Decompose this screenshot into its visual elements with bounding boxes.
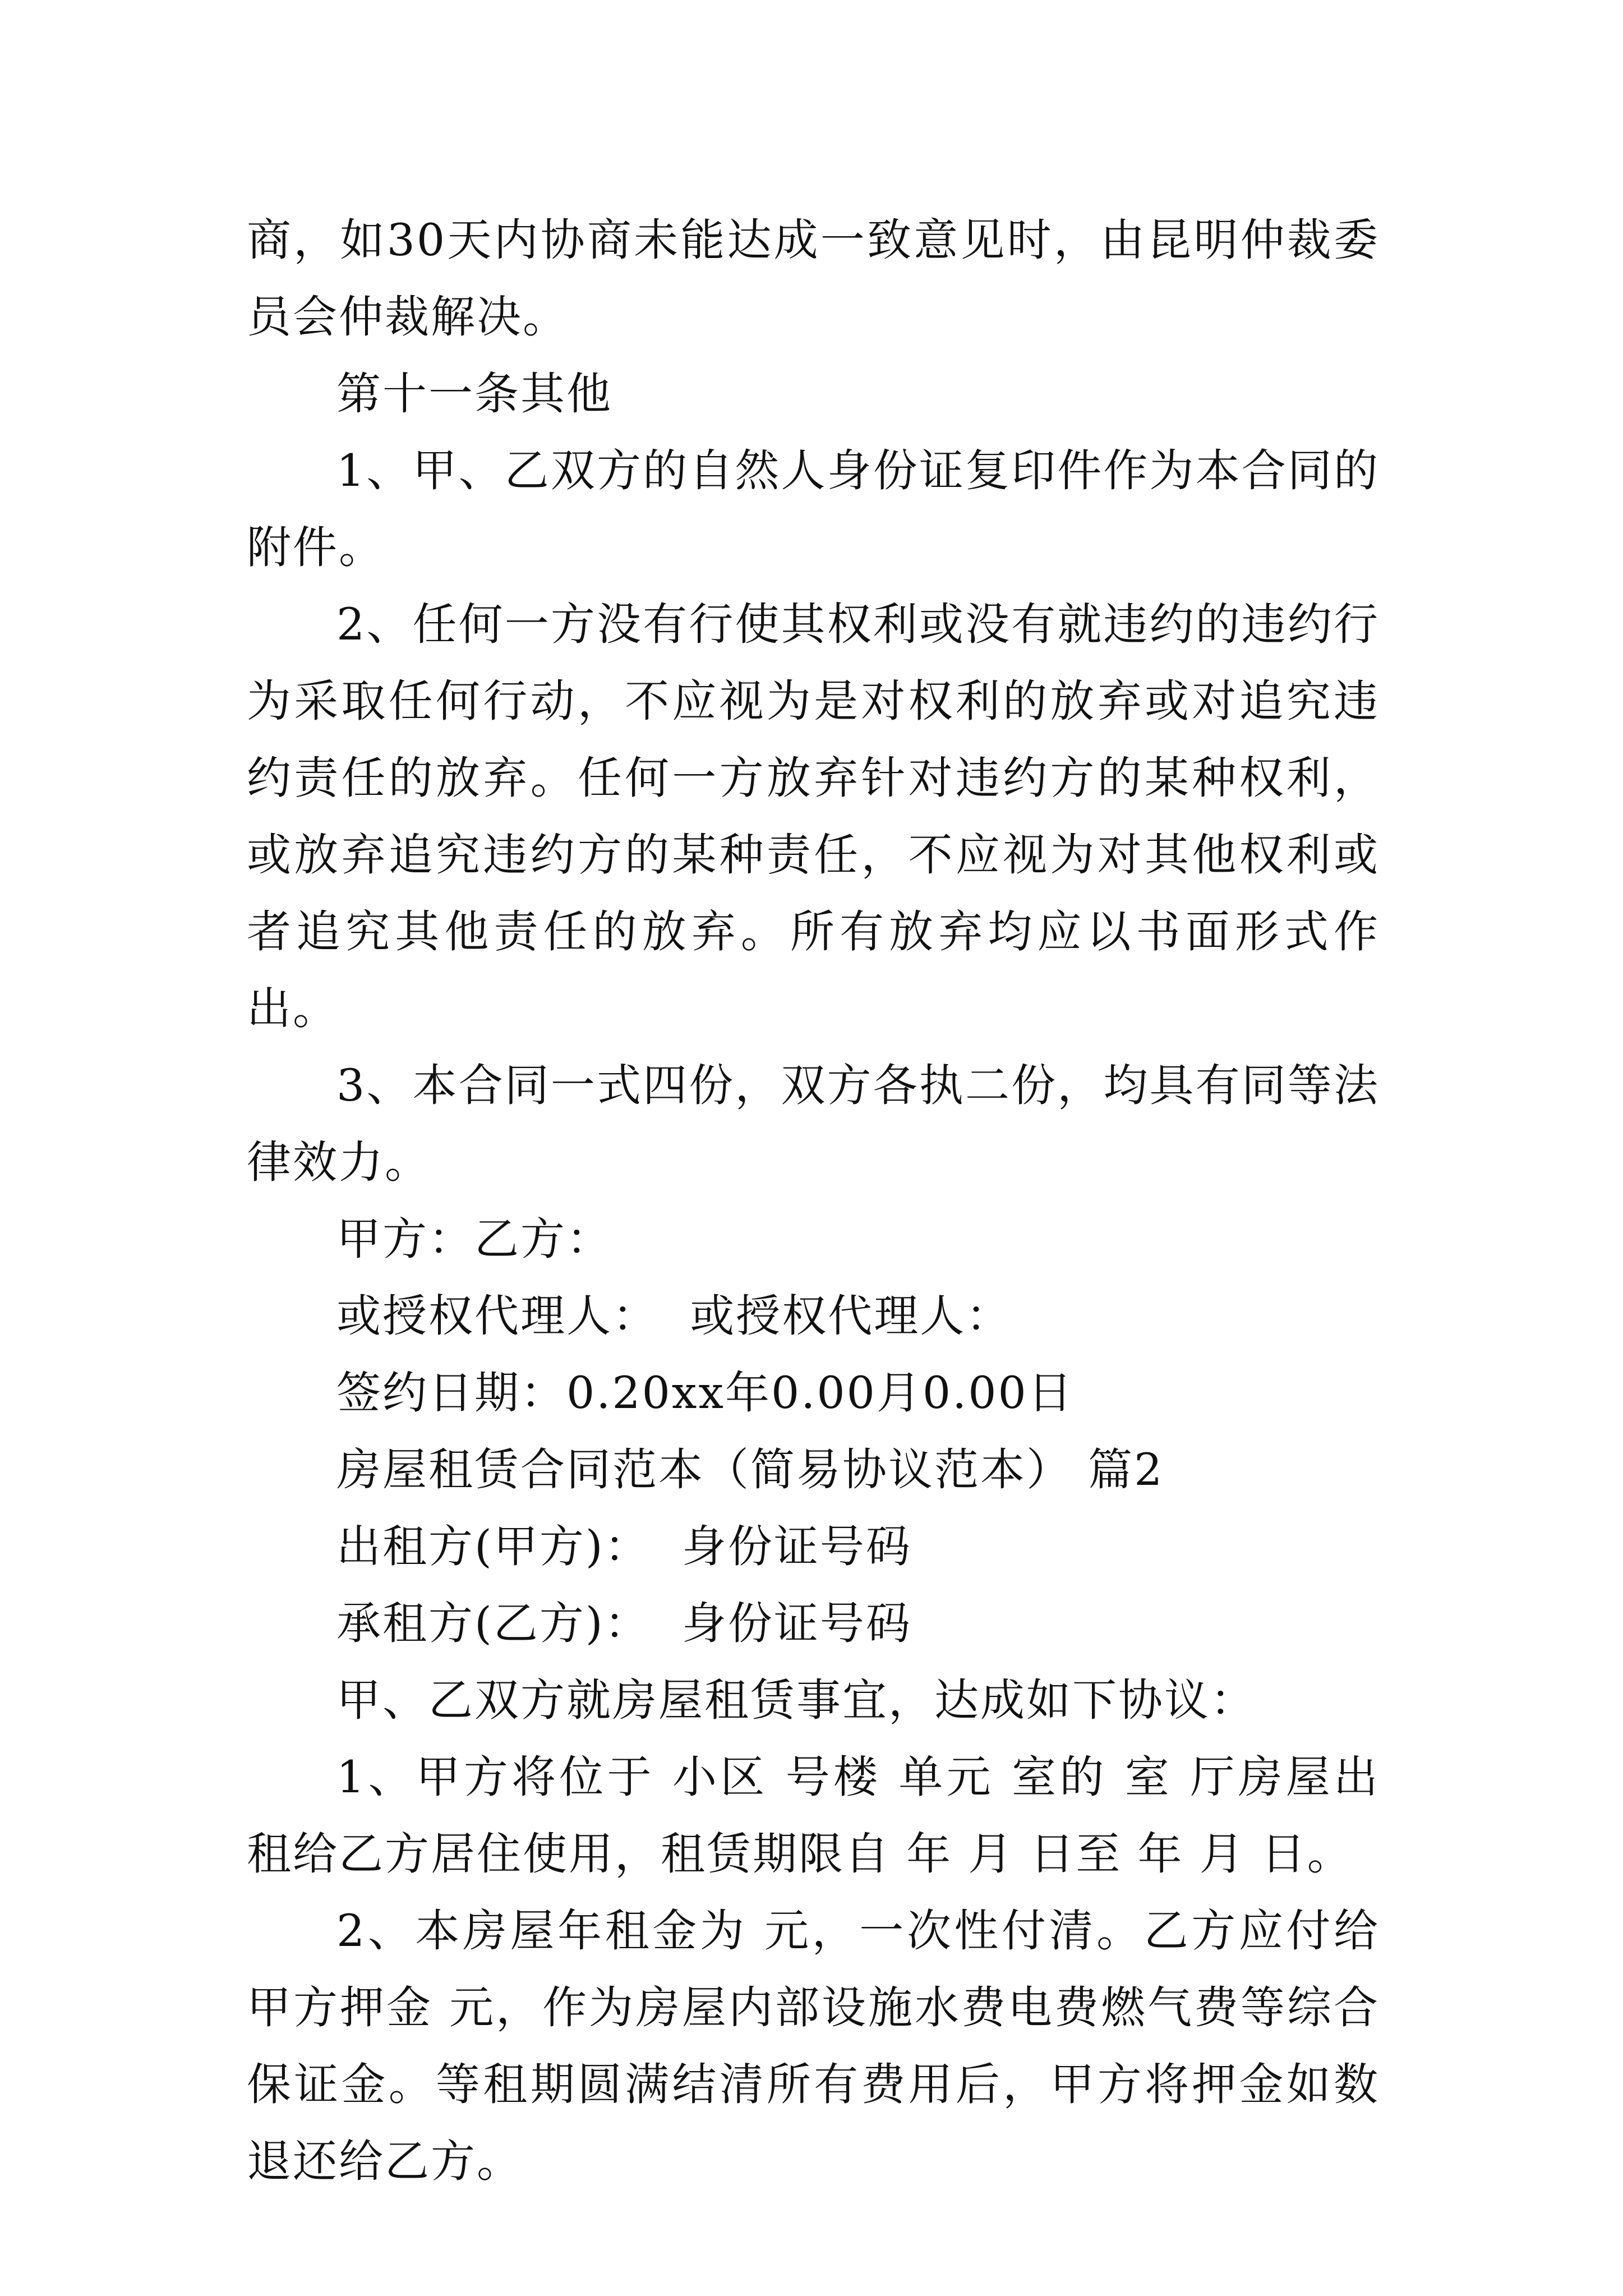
document-body <box>247 202 1380 2200</box>
lessor-line: 出租方(甲方)： 身份证号码 <box>336 1521 912 1572</box>
section-title-part-2: 房屋租赁合同范本（简易协议范本） 篇2 <box>336 1444 1164 1496</box>
article-11-heading: 第十一条其他 <box>336 368 612 420</box>
signature-parties: 甲方：乙方： <box>336 1213 612 1265</box>
signing-date: 签约日期：0.20xx年0.00月0.00日 <box>336 1367 1074 1419</box>
clause-1-property: 1、甲方将位于 小区 号楼 单元 室的 室 厅房屋出租给乙方居住使用，租赁期限自 年 月 日至 年 月 日。 <box>247 1751 1380 1880</box>
signature-agents: 或授权代理人： 或授权代理人： <box>336 1290 1012 1342</box>
clause-2-rent: 2、本房屋年租金为 元，一次性付清。乙方应付给甲方押金 元，作为房屋内部设施水费电费燃气费等综合保证金。等租期圆满结清所有费用后，甲方将押金如数退还给乙方。 <box>247 1905 1380 2187</box>
agreement-intro: 甲、乙双方就房屋租赁事宜，达成如下协议： <box>336 1674 1256 1726</box>
paragraph-dispute-arbitration: 商，如30天内协商未能达成一致意见时，由昆明仲裁委员会仲裁解决。 <box>247 214 1380 343</box>
paragraph-waiver: 2、任何一方没有行使其权利或没有就违约的违约行为采取任何行动，不应视为是对权利的放弃或对追究违约责任的放弃。任何一方放弃针对违约方的某种权利，或放弃追究违约方的某种责任，不应视为对其他权利或者追究其他责任的放弃。所有放弃均应以书面形式作出。 <box>247 599 1380 1034</box>
lessee-line: 承租方(乙方)： 身份证号码 <box>336 1598 912 1649</box>
paragraph-id-copies: 1、甲、乙双方的自然人身份证复印件作为本合同的附件。 <box>247 445 1380 573</box>
paragraph-copies: 3、本合同一式四份，双方各执二份，均具有同等法律效力。 <box>247 1060 1380 1188</box>
